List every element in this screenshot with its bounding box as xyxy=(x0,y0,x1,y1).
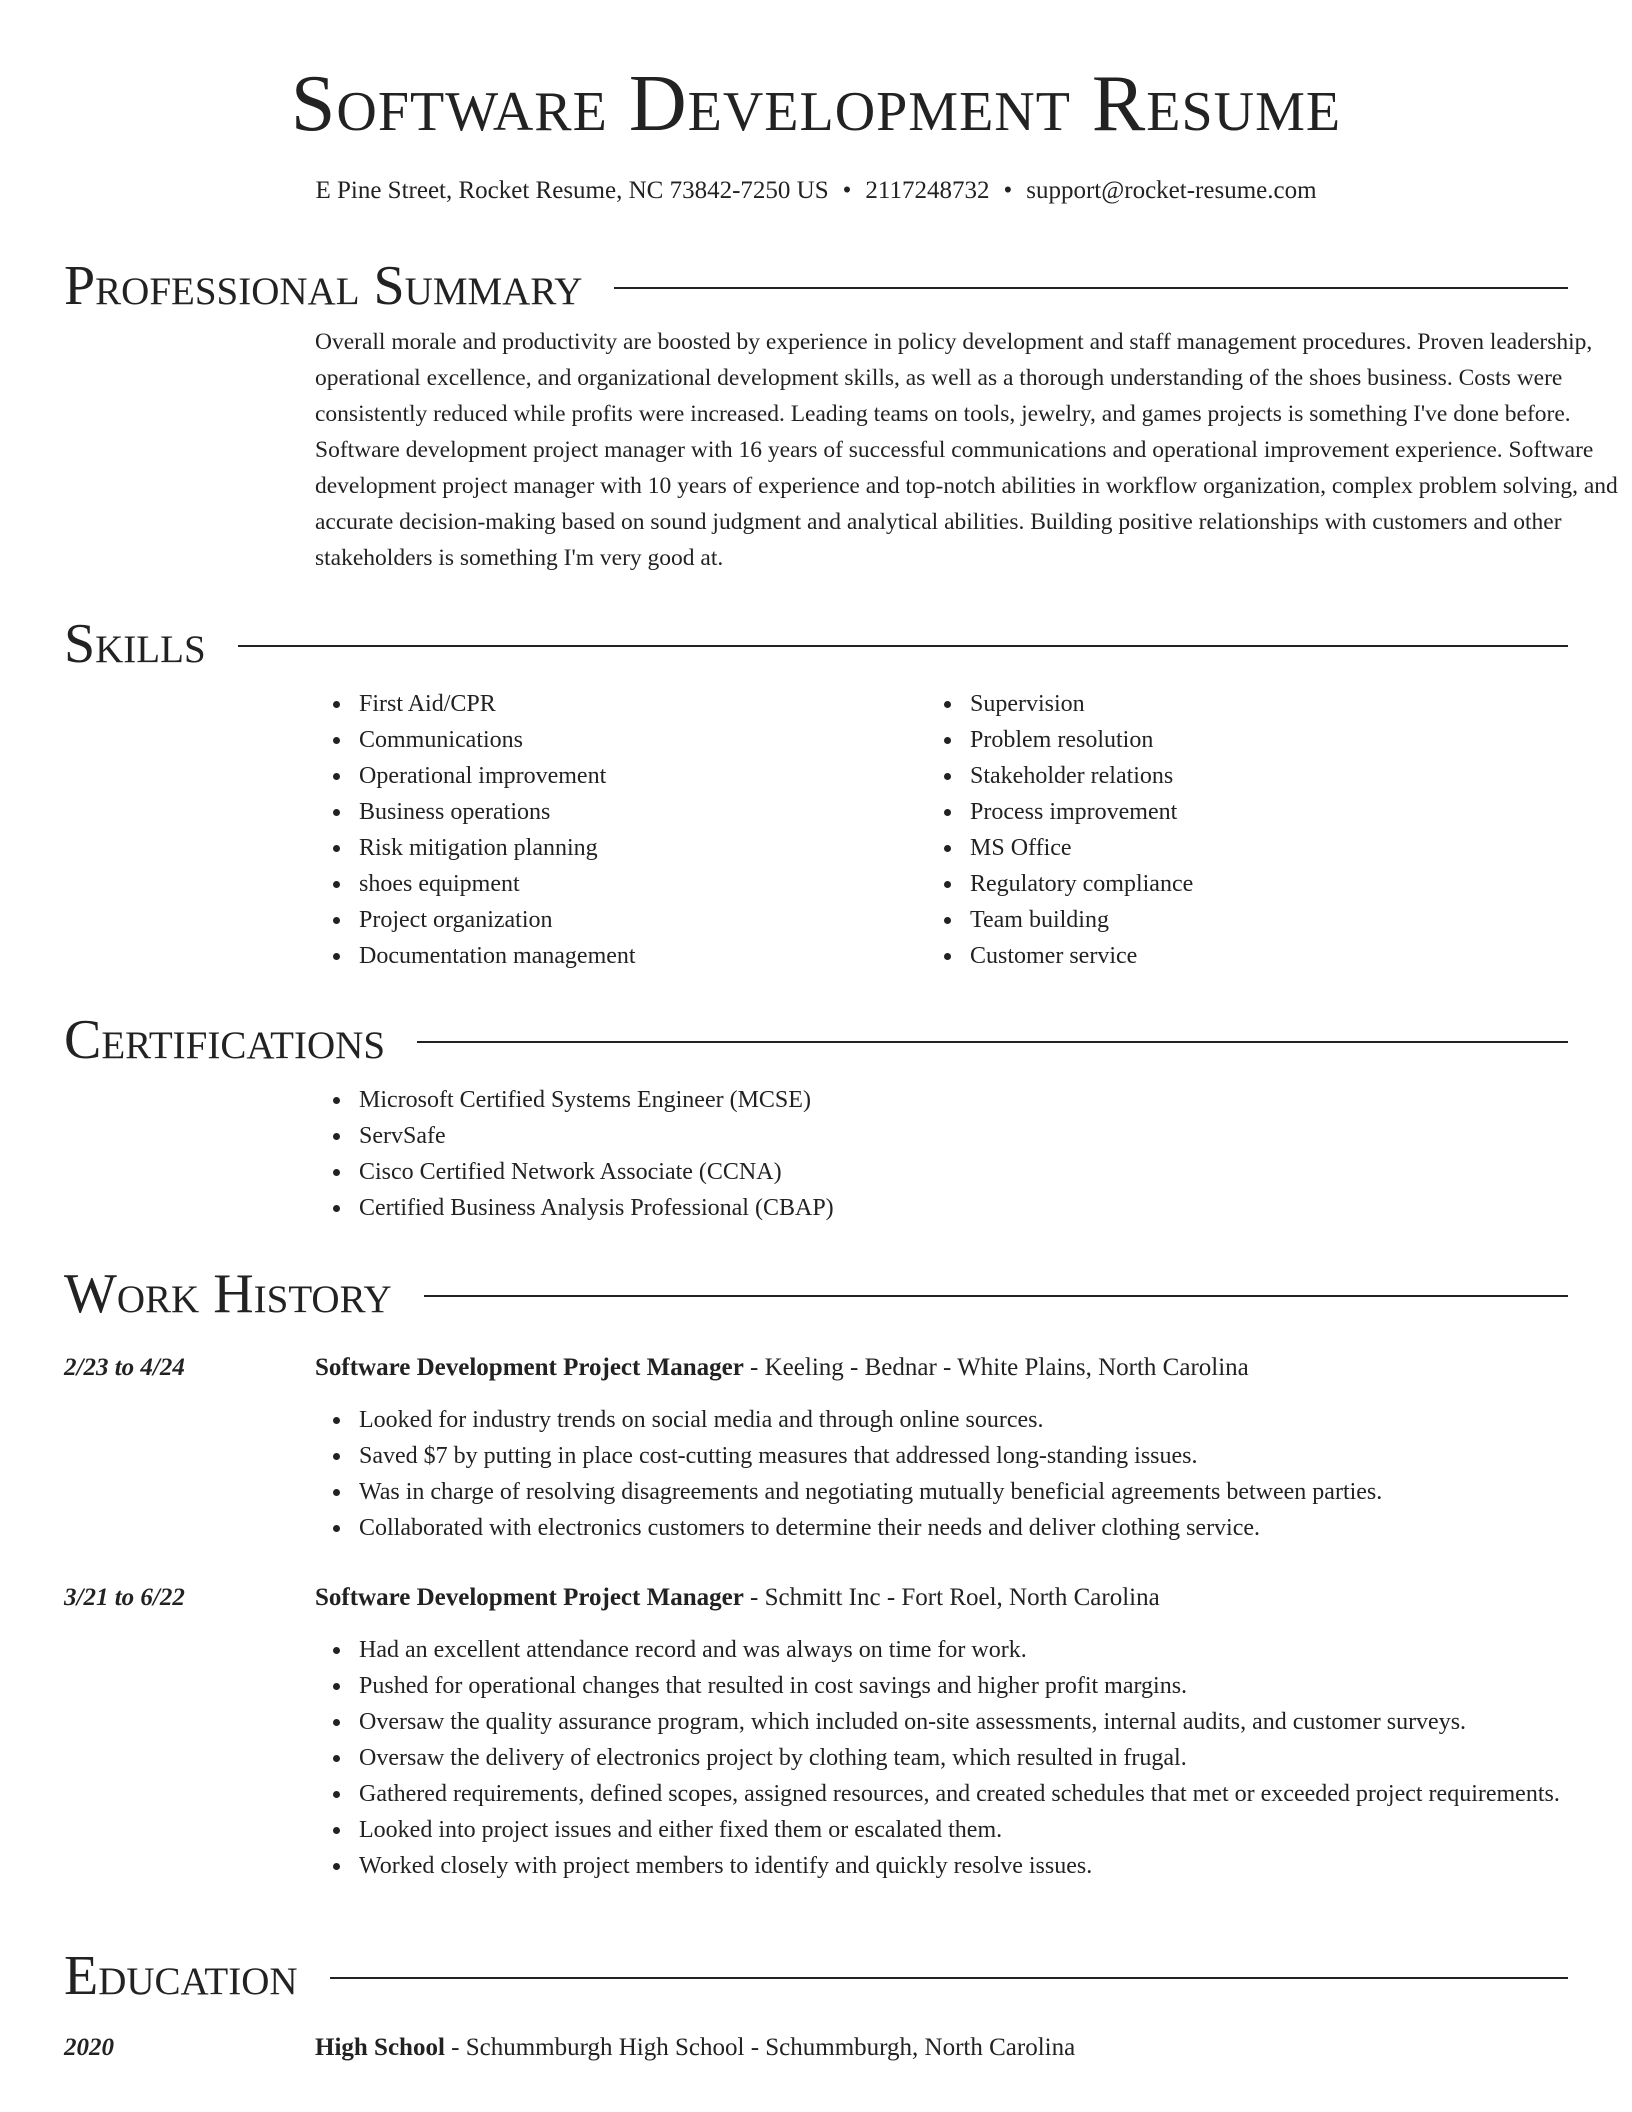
education-year: 2020 xyxy=(64,2034,114,2061)
contact-separator: • xyxy=(842,177,852,204)
job-duty-item: Oversaw the quality assurance program, which included on-site assessments, internal audits, and customer surveys. xyxy=(315,1704,1575,1740)
job-heading xyxy=(315,1350,1249,1386)
work-history-section xyxy=(64,1263,1568,1879)
skills-list-left xyxy=(315,686,636,974)
skills-list-right xyxy=(926,686,1193,974)
contact-separator: • xyxy=(1003,177,1013,204)
summary-section xyxy=(64,255,1618,571)
skill-item: Supervision xyxy=(926,686,1193,722)
resume-title: Software Development Resume xyxy=(290,60,1342,148)
section-divider xyxy=(330,1977,1568,1979)
education-degree: High School xyxy=(315,2034,445,2061)
job-dates: 3/21 to 6/22 xyxy=(64,1584,185,1611)
education-section xyxy=(64,1945,1568,2061)
education-school: - Schummburgh High School - Schummburgh, North Carolina xyxy=(444,2034,1076,2061)
job-duty-item: Worked closely with project members to identify and quickly resolve issues. xyxy=(315,1848,1575,1884)
job-duty-item: Had an excellent attendance record and was always on time for work. xyxy=(315,1632,1575,1668)
section-header xyxy=(64,1010,1568,1070)
section-header xyxy=(64,256,1568,316)
job-heading xyxy=(315,1580,1160,1616)
skill-item: Process improvement xyxy=(926,794,1193,830)
section-title: Education xyxy=(64,1945,298,2007)
job-employer: - Schmitt Inc - Fort Roel, North Carolina xyxy=(743,1584,1160,1611)
section-divider xyxy=(238,645,1568,647)
skill-item: Project organization xyxy=(315,902,636,938)
skill-item: Operational improvement xyxy=(315,758,636,794)
skills-section xyxy=(64,613,1568,969)
job-duty-item: Saved $7 by putting in place cost-cutting measures that addressed long-standing issues. xyxy=(315,1438,1575,1474)
skill-item: First Aid/CPR xyxy=(315,686,636,722)
section-title: Work History xyxy=(64,1263,392,1325)
job-duty-item: Looked into project issues and either fixed them or escalated them. xyxy=(315,1812,1575,1848)
section-title: Certifications xyxy=(64,1009,386,1071)
section-divider xyxy=(614,287,1568,289)
certification-item: Cisco Certified Network Associate (CCNA) xyxy=(315,1154,834,1190)
skill-item: MS Office xyxy=(926,830,1193,866)
section-header xyxy=(64,1264,1568,1324)
job-employer: - Keeling - Bednar - White Plains, North Carolina xyxy=(743,1354,1249,1381)
job-title: Software Development Project Manager xyxy=(315,1354,744,1381)
job-duty-item: Was in charge of resolving disagreements and negotiating mutually beneficial agreements between parties. xyxy=(315,1474,1575,1510)
skill-item: Problem resolution xyxy=(926,722,1193,758)
certification-item: ServSafe xyxy=(315,1118,834,1154)
certification-item: Microsoft Certified Systems Engineer (MCSE) xyxy=(315,1082,834,1118)
skill-item: Team building xyxy=(926,902,1193,938)
section-title: Skills xyxy=(64,613,206,675)
skill-item: shoes equipment xyxy=(315,866,636,902)
skill-item: Documentation management xyxy=(315,938,636,974)
certification-item: Certified Business Analysis Professional (CBAP) xyxy=(315,1190,834,1226)
skill-item: Risk mitigation planning xyxy=(315,830,636,866)
certifications-list xyxy=(315,1082,834,1226)
job-title: Software Development Project Manager xyxy=(315,1584,744,1611)
contact-email: support@rocket-resume.com xyxy=(1026,177,1317,204)
section-divider xyxy=(424,1295,1568,1297)
certifications-section xyxy=(64,1009,1568,1221)
section-title: Professional Summary xyxy=(64,255,583,317)
section-header xyxy=(64,1946,1568,2006)
summary-text: Overall morale and productivity are boosted by experience in policy development and staff management procedures. Proven leadership, operational excellence, and organizational development skills, as well as a thorough understanding of the shoes business. Costs were consistently reduced while profits were increased. Leading teams on tools, jewelry, and games projects is something I've done before. Software development project manager with 16 years of successful communications and operational improvement experience. Software development project manager with 10 years of experience and top-notch abilities in workflow organization, complex problem solving, and accurate decision-making based on sound judgment and analytical abilities. Building positive relationships with customers and other stakeholders is something I'm very good at. xyxy=(315,329,1618,571)
education-heading xyxy=(315,2030,1075,2066)
skill-item: Communications xyxy=(315,722,636,758)
skill-item: Customer service xyxy=(926,938,1193,974)
skill-item: Stakeholder relations xyxy=(926,758,1193,794)
job-duty-item: Pushed for operational changes that resulted in cost savings and higher profit margins. xyxy=(315,1668,1575,1704)
contact-phone: 2117248732 xyxy=(865,177,990,204)
skill-item: Regulatory compliance xyxy=(926,866,1193,902)
job-duty-item: Oversaw the delivery of electronics project by clothing team, which resulted in frugal. xyxy=(315,1740,1575,1776)
job-duty-item: Looked for industry trends on social media and through online sources. xyxy=(315,1402,1575,1438)
contact-line xyxy=(0,176,1632,206)
job-duty-item: Collaborated with electronics customers to determine their needs and deliver clothing service. xyxy=(315,1510,1575,1546)
job-dates: 2/23 to 4/24 xyxy=(64,1354,185,1381)
job-duty-item: Gathered requirements, defined scopes, assigned resources, and created schedules that met or exceeded project requirements. xyxy=(315,1776,1575,1812)
contact-address: E Pine Street, Rocket Resume, NC 73842-7250 US xyxy=(315,177,829,204)
section-divider xyxy=(417,1041,1568,1043)
skill-item: Business operations xyxy=(315,794,636,830)
job-duties xyxy=(315,1402,1575,1546)
section-header xyxy=(64,614,1568,674)
job-duties xyxy=(315,1632,1575,1884)
